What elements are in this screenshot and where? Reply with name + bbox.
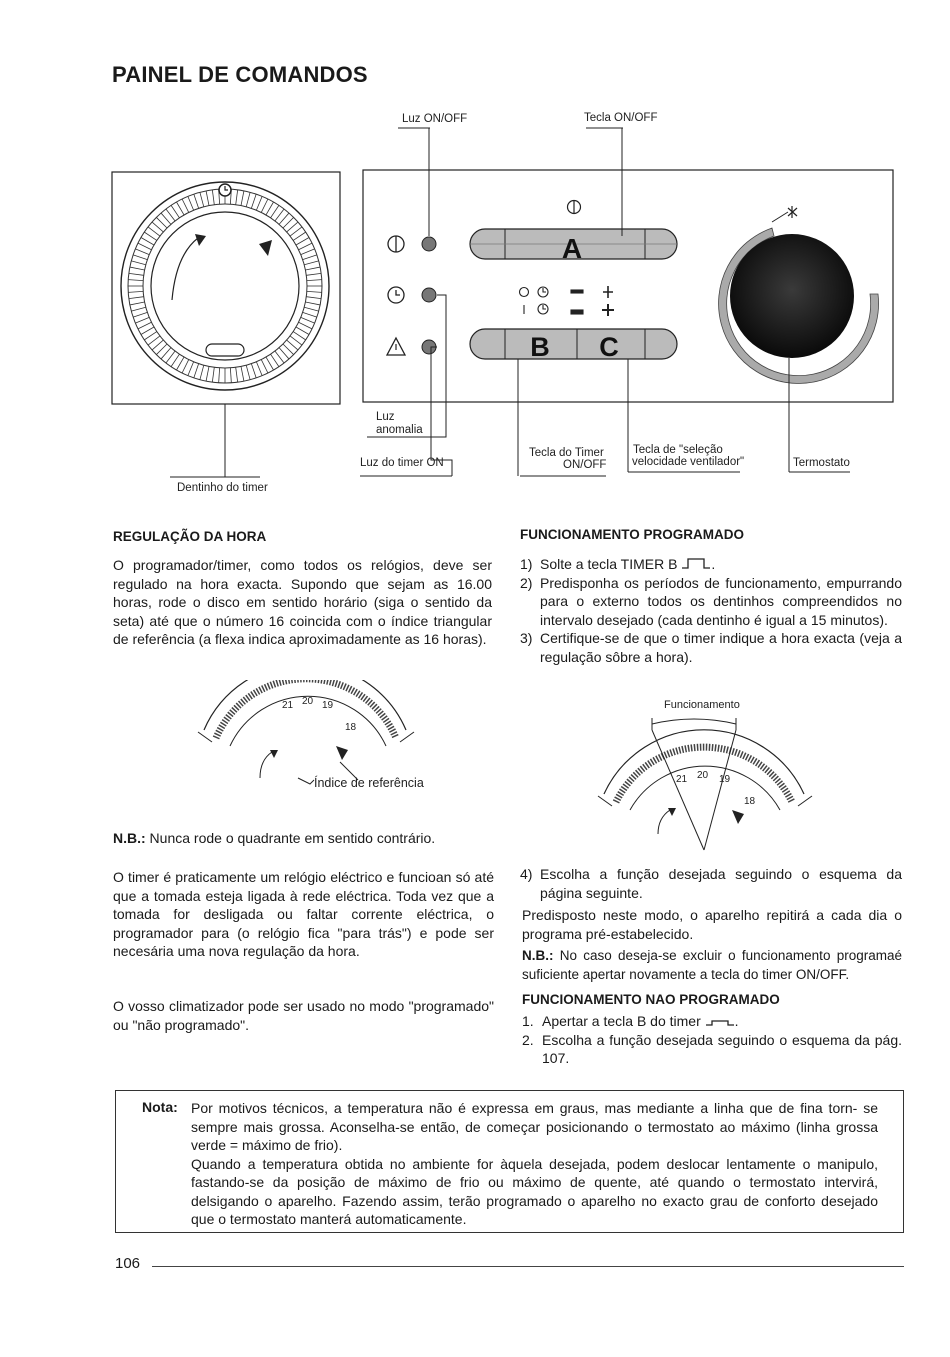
thermostat-knob: [719, 206, 879, 383]
label-tecla-selecao-1: Tecla de "seleção: [633, 444, 723, 456]
svg-text:20: 20: [697, 770, 709, 781]
timer-dial: [121, 182, 329, 390]
funcionamento-label: Funcionamento: [664, 699, 740, 711]
nota-text: [191, 1099, 878, 1229]
label-termostato: Termostato: [793, 457, 850, 469]
list-item: 2. Escolha a função desejada seguindo o esquema da pág. 107.: [522, 1031, 902, 1066]
label-tecla-timer-1: Tecla do Timer: [529, 447, 604, 459]
label-luz-timer-on: Luz do timer ON: [360, 457, 444, 469]
programado-step4: [520, 865, 902, 902]
power-symbol-icon: [388, 236, 404, 252]
dial-reference-figure: [190, 680, 450, 800]
svg-text:20: 20: [302, 696, 314, 707]
heading-nao-programado: FUNCIONAMENTO NAO PROGRAMADO: [522, 992, 780, 1007]
svg-text:C: C: [599, 332, 619, 362]
timer-text: O timer é praticamente um relógio eléctrico e funcioan só até que a tomada esteja ligada à rede eléctrica. Toda vez que a tomada for desligada ou faltar corrente eléctrica, o programador para (o relógio fica "para trás") e pode ser necesária uma nova regulação da hora.: [113, 869, 494, 959]
regulacao-text: O programador/timer, como todos os relógios, deve ser regulado na hora exacta. Supondo que sejam as 16.00 horas, rode o disco em sentido horário (siga o sentido da seta) até que o número 16 coincida com o índice triangular de referência (a flexa indica aproximadamente as 16 horas).: [113, 557, 492, 647]
funcionamento-dial-figure: [594, 694, 820, 854]
timer-window: [206, 344, 244, 356]
label-tecla-onoff: Tecla ON/OFF: [584, 112, 658, 124]
page-number: 106: [115, 1255, 141, 1272]
led-timer: [422, 288, 436, 302]
list-item: 1) Solte a tecla TIMER B .: [520, 556, 716, 572]
control-panel-diagram: [0, 100, 950, 500]
key-released-icon: [681, 557, 711, 569]
nota-paragraph-2: Quando a temperatura obtida no ambiente for àquela desejada, podem deslocar lentamente o manipulo, fastando-se da posição de máximo de frio ou máximo de quente, até quando o termostato intervirá, delsigando o aparelho. Fazendo assim, terão programado o aparelho no exacto grau de conforto desejado que o termostato manterá automaticamente.: [191, 1155, 878, 1227]
svg-text:18: 18: [744, 796, 756, 807]
svg-text:21: 21: [676, 774, 688, 785]
list-item: 3) Certifique-se de que o timer indique a hora exacta (veja a regulação sôbre a hora).: [520, 630, 902, 665]
label-luz-anomalia-1: Luz: [376, 411, 395, 423]
svg-text:B: B: [530, 332, 550, 362]
nb-regulacao: N.B.: Nunca rode o quadrante em sentido contrário.: [113, 830, 436, 846]
indice-label: Índice de referência: [314, 776, 424, 790]
nota-label: Nota:: [142, 1099, 178, 1115]
warning-symbol-icon: [387, 338, 405, 355]
predisposto-text: Predisposto neste modo, o aparelho repitirá a cada dia o programa pré-estabelecido.: [522, 907, 902, 942]
svg-text:A: A: [561, 233, 583, 264]
label-tecla-selecao-2: velocidade ventilador": [632, 456, 745, 468]
label-luz-anomalia-2: anomalia: [376, 424, 423, 436]
key-pressed-icon: [705, 1014, 735, 1026]
climatizador-text: O vosso climatizador pode ser usado no modo "programado" ou "não programado".: [113, 998, 494, 1033]
svg-text:18: 18: [345, 722, 357, 733]
svg-text:21: 21: [282, 700, 294, 711]
heading-regulacao: REGULAÇÃO DA HORA: [113, 529, 267, 544]
label-dentinho: Dentinho do timer: [177, 482, 268, 494]
label-tecla-timer-2: ON/OFF: [563, 459, 607, 471]
nb-programado: N.B.: No caso deseja-se excluir o funcionamento programaé suficiente apertar novamente a tecla do timer ON/OFF.: [522, 948, 902, 982]
led-power: [422, 237, 436, 251]
list-item: 2) Predisponha os períodos de funcionamento, empurrando para o externo todos os dentinhos compreendidos no intervalo desejado (cada dentinho é igual a 15 minutos).: [520, 574, 902, 628]
nao-programado-steps: [522, 1012, 902, 1068]
mode-symbols: [520, 286, 615, 316]
keys-bc: [470, 329, 677, 362]
clock-symbol-icon: [388, 287, 404, 303]
nota-paragraph-1: Por motivos técnicos, a temperatura não é expressa em graus, mas mediante a linha que de fina torn- se sempre mais grossa. Aconselha-se então, de começar posicionando o termostato ao máximo (linha grossa verde = máximo de frio).: [191, 1100, 878, 1153]
svg-text:19: 19: [322, 700, 334, 711]
footer-rule: [152, 1266, 904, 1267]
key-a: [470, 201, 677, 265]
list-item: 1. Apertar a tecla B do timer .: [522, 1013, 739, 1029]
label-luz-onoff: Luz ON/OFF: [402, 113, 468, 125]
page-title: PAINEL DE COMANDOS: [112, 62, 368, 87]
list-item: 4) Escolha a função desejada seguindo o esquema da página seguinte.: [520, 866, 902, 901]
svg-text:19: 19: [719, 774, 731, 785]
programado-steps: [520, 555, 902, 666]
heading-programado: FUNCIONAMENTO PROGRAMADO: [520, 527, 744, 542]
